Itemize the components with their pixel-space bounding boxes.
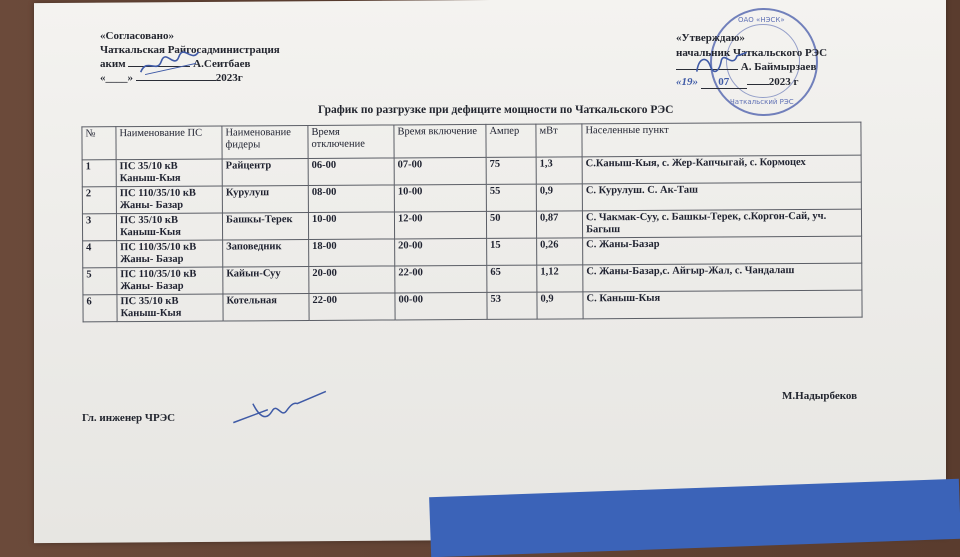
cell-settlements: С. Каныш-Кыя bbox=[583, 290, 862, 319]
cell-substation: ПС 35/10 кВ Каныш-Кыя bbox=[117, 294, 223, 322]
cell-off-time: 08-00 bbox=[308, 185, 394, 213]
cell-on-time: 22-00 bbox=[395, 265, 487, 293]
cell-substation: ПС 110/35/10 кВ Жаны- Базар bbox=[117, 240, 223, 268]
cell-on-time: 00-00 bbox=[395, 292, 487, 320]
table-header-row bbox=[82, 122, 861, 160]
footer-engineer-name: М.Надырбеков bbox=[782, 390, 858, 402]
cell-on-time: 07-00 bbox=[394, 157, 486, 185]
stamp-bottom-text: Чаткальский РЭС bbox=[730, 98, 794, 106]
approval-left-line2: Чаткальская Райгосадминистрация bbox=[100, 44, 280, 56]
header-off-time: Время отключение bbox=[308, 125, 394, 159]
cell-number: 3 bbox=[82, 214, 116, 241]
load-shedding-schedule-table bbox=[81, 122, 862, 323]
cell-number: 4 bbox=[83, 241, 117, 268]
cell-ampere: 75 bbox=[486, 157, 536, 184]
cell-substation: ПС 35/10 кВ Каныш-Кыя bbox=[116, 159, 222, 187]
cell-megawatt: 0,9 bbox=[537, 292, 583, 319]
cell-megawatt: 0,26 bbox=[537, 238, 583, 265]
cell-off-time: 22-00 bbox=[309, 293, 395, 321]
cell-feeder: Райцентр bbox=[222, 158, 308, 186]
header-megawatt: мВт bbox=[536, 124, 582, 157]
cell-on-time: 20-00 bbox=[395, 238, 487, 266]
table-row bbox=[83, 290, 862, 322]
cell-settlements: С. Жаны-Базар,с. Айгыр-Жал, с. Чандалаш bbox=[583, 263, 862, 292]
cell-number: 5 bbox=[83, 268, 117, 295]
header-feeder: Наименование фидеры bbox=[222, 126, 308, 160]
approval-right-name: А. Баймырзаев bbox=[740, 61, 817, 73]
cell-feeder: Кайын-Суу bbox=[223, 266, 309, 294]
cell-number: 6 bbox=[83, 295, 117, 322]
cell-ampere: 65 bbox=[487, 265, 537, 292]
cell-settlements: С. Курулуш. С. Ак-Таш bbox=[582, 182, 861, 211]
approval-left-line1: «Согласовано» bbox=[100, 30, 174, 42]
cell-on-time: 10-00 bbox=[394, 184, 486, 212]
document-title: График по разгрузке при дефиците мощности по Чаткальского РЭС bbox=[318, 104, 674, 116]
approval-right-line2: начальник Чаткальского РЭС bbox=[676, 47, 828, 59]
cell-on-time: 12-00 bbox=[394, 211, 486, 239]
cell-number: 1 bbox=[82, 160, 116, 187]
cell-megawatt: 1,12 bbox=[537, 265, 583, 292]
cell-settlements: С.Каныш-Кыя, с. Жер-Капчыгай, с. Кормоцех bbox=[582, 155, 861, 184]
approval-right-line1: «Утверждаю» bbox=[676, 32, 745, 44]
cell-feeder: Заповедник bbox=[223, 239, 309, 267]
cell-ampere: 15 bbox=[487, 238, 537, 265]
approval-left-year: 2023г bbox=[215, 72, 243, 84]
cell-feeder: Башкы-Терек bbox=[222, 212, 308, 240]
approval-right-month: 07 bbox=[701, 76, 747, 89]
cell-substation: ПС 35/10 кВ Каныш-Кыя bbox=[116, 213, 222, 241]
cell-megawatt: 1,3 bbox=[536, 157, 582, 184]
header-substation: Наименование ПС bbox=[116, 126, 222, 160]
approval-left-day-blank: «____» bbox=[100, 72, 133, 84]
cell-megawatt: 0,87 bbox=[536, 211, 582, 238]
cell-ampere: 53 bbox=[487, 292, 537, 319]
header-on-time: Время включение bbox=[394, 124, 486, 158]
cell-substation: ПС 110/35/10 кВ Жаны- Базар bbox=[116, 186, 222, 214]
approval-right-year: 2023 г bbox=[768, 76, 799, 88]
approval-left-title: аким bbox=[100, 58, 126, 70]
header-number: № bbox=[82, 127, 116, 160]
cell-settlements: С. Жаны-Базар bbox=[583, 236, 862, 265]
cell-feeder: Курулуш bbox=[222, 185, 308, 213]
cell-off-time: 20-00 bbox=[309, 266, 395, 294]
footer-chief-engineer-label: Гл. инженер ЧРЭС bbox=[82, 412, 176, 424]
cell-number: 2 bbox=[82, 187, 116, 214]
header-settlements: Населенные пункт bbox=[582, 122, 861, 157]
cell-off-time: 18-00 bbox=[309, 239, 395, 267]
cell-ampere: 50 bbox=[486, 211, 536, 238]
cell-megawatt: 0,9 bbox=[536, 184, 582, 211]
approval-right-day: «19» bbox=[676, 76, 698, 88]
cell-feeder: Котельная bbox=[223, 293, 309, 321]
stamp-top-text: ОАО «НЭСК» bbox=[738, 16, 785, 24]
cell-off-time: 10-00 bbox=[308, 212, 394, 240]
cell-off-time: 06-00 bbox=[308, 158, 394, 186]
header-ampere: Ампер bbox=[486, 124, 536, 157]
cell-substation: ПС 110/35/10 кВ Жаны- Базар bbox=[117, 267, 223, 295]
cell-ampere: 55 bbox=[486, 184, 536, 211]
cell-settlements: С. Чакмак-Суу, с. Башкы-Терек, с.Коргон-Сай, уч. Багыш bbox=[582, 209, 861, 238]
approval-left-name: А.Сеитбаев bbox=[193, 58, 251, 70]
